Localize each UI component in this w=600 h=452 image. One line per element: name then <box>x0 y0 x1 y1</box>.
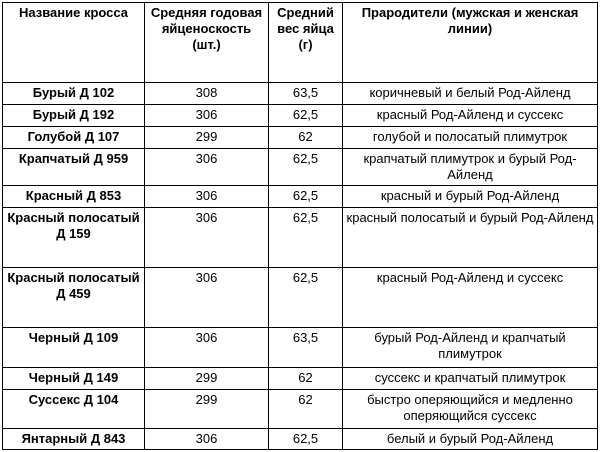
header-egg-weight: Средний вес яйца (г) <box>269 3 343 83</box>
cell-ancestors: крапчатый плимутрок и бурый Род-Айленд <box>343 149 598 186</box>
table-row <box>3 268 598 328</box>
crosses-table <box>2 2 598 450</box>
crosses-table-sheet <box>2 2 597 449</box>
cell-weight: 62,5 <box>269 268 343 328</box>
cell-cross-name: Красный Д 853 <box>3 186 145 208</box>
cell-production: 306 <box>145 429 269 450</box>
table-row <box>3 328 598 368</box>
table-row <box>3 186 598 208</box>
cell-weight: 62,5 <box>269 105 343 127</box>
cell-weight: 62,5 <box>269 429 343 450</box>
cell-ancestors: быстро оперяющийся и медленно оперяющийся суссекс <box>343 390 598 429</box>
cell-production: 299 <box>145 368 269 390</box>
cell-ancestors: красный и бурый Род-Айленд <box>343 186 598 208</box>
cell-weight: 62 <box>269 127 343 149</box>
table-row <box>3 83 598 105</box>
cell-cross-name: Черный Д 109 <box>3 328 145 368</box>
cell-ancestors: красный Род-Айленд и суссекс <box>343 105 598 127</box>
table-row <box>3 105 598 127</box>
header-cross-name: Название кросса <box>3 3 145 83</box>
cell-weight: 62,5 <box>269 186 343 208</box>
cell-production: 306 <box>145 268 269 328</box>
cell-ancestors: коричневый и белый Род-Айленд <box>343 83 598 105</box>
cell-ancestors: красный Род-Айленд и суссекс <box>343 268 598 328</box>
table-row <box>3 390 598 429</box>
cell-ancestors: белый и бурый Род-Айленд <box>343 429 598 450</box>
cell-weight: 62,5 <box>269 208 343 268</box>
cell-production: 299 <box>145 390 269 429</box>
header-annual-production: Средняя годовая яйценоскость (шт.) <box>145 3 269 83</box>
cell-production: 306 <box>145 149 269 186</box>
cell-production: 306 <box>145 208 269 268</box>
cell-cross-name: Красный полосатый Д 459 <box>3 268 145 328</box>
cell-cross-name: Янтарный Д 843 <box>3 429 145 450</box>
cell-cross-name: Бурый Д 192 <box>3 105 145 127</box>
cell-production: 299 <box>145 127 269 149</box>
cell-ancestors: бурый Род-Айленд и крапчатый плимутрок <box>343 328 598 368</box>
cell-cross-name: Суссекс Д 104 <box>3 390 145 429</box>
cell-ancestors: суссекс и крапчатый плимутрок <box>343 368 598 390</box>
cell-production: 306 <box>145 328 269 368</box>
header-row <box>3 3 598 83</box>
cell-cross-name: Голубой Д 107 <box>3 127 145 149</box>
cell-cross-name: Черный Д 149 <box>3 368 145 390</box>
cell-weight: 62 <box>269 390 343 429</box>
cell-weight: 62 <box>269 368 343 390</box>
cell-cross-name: Красный полосатый Д 159 <box>3 208 145 268</box>
cell-ancestors: красный полосатый и бурый Род-Айленд <box>343 208 598 268</box>
cell-weight: 63,5 <box>269 328 343 368</box>
cell-production: 308 <box>145 83 269 105</box>
table-row <box>3 429 598 450</box>
cell-weight: 63,5 <box>269 83 343 105</box>
table-row <box>3 127 598 149</box>
cell-weight: 62,5 <box>269 149 343 186</box>
header-ancestors: Прародители (мужская и женская линии) <box>343 3 598 83</box>
cell-ancestors: голубой и полосатый плимутрок <box>343 127 598 149</box>
table-row <box>3 208 598 268</box>
table-row <box>3 368 598 390</box>
cell-production: 306 <box>145 105 269 127</box>
cell-production: 306 <box>145 186 269 208</box>
cell-cross-name: Бурый Д 102 <box>3 83 145 105</box>
table-row <box>3 149 598 186</box>
cell-cross-name: Крапчатый Д 959 <box>3 149 145 186</box>
